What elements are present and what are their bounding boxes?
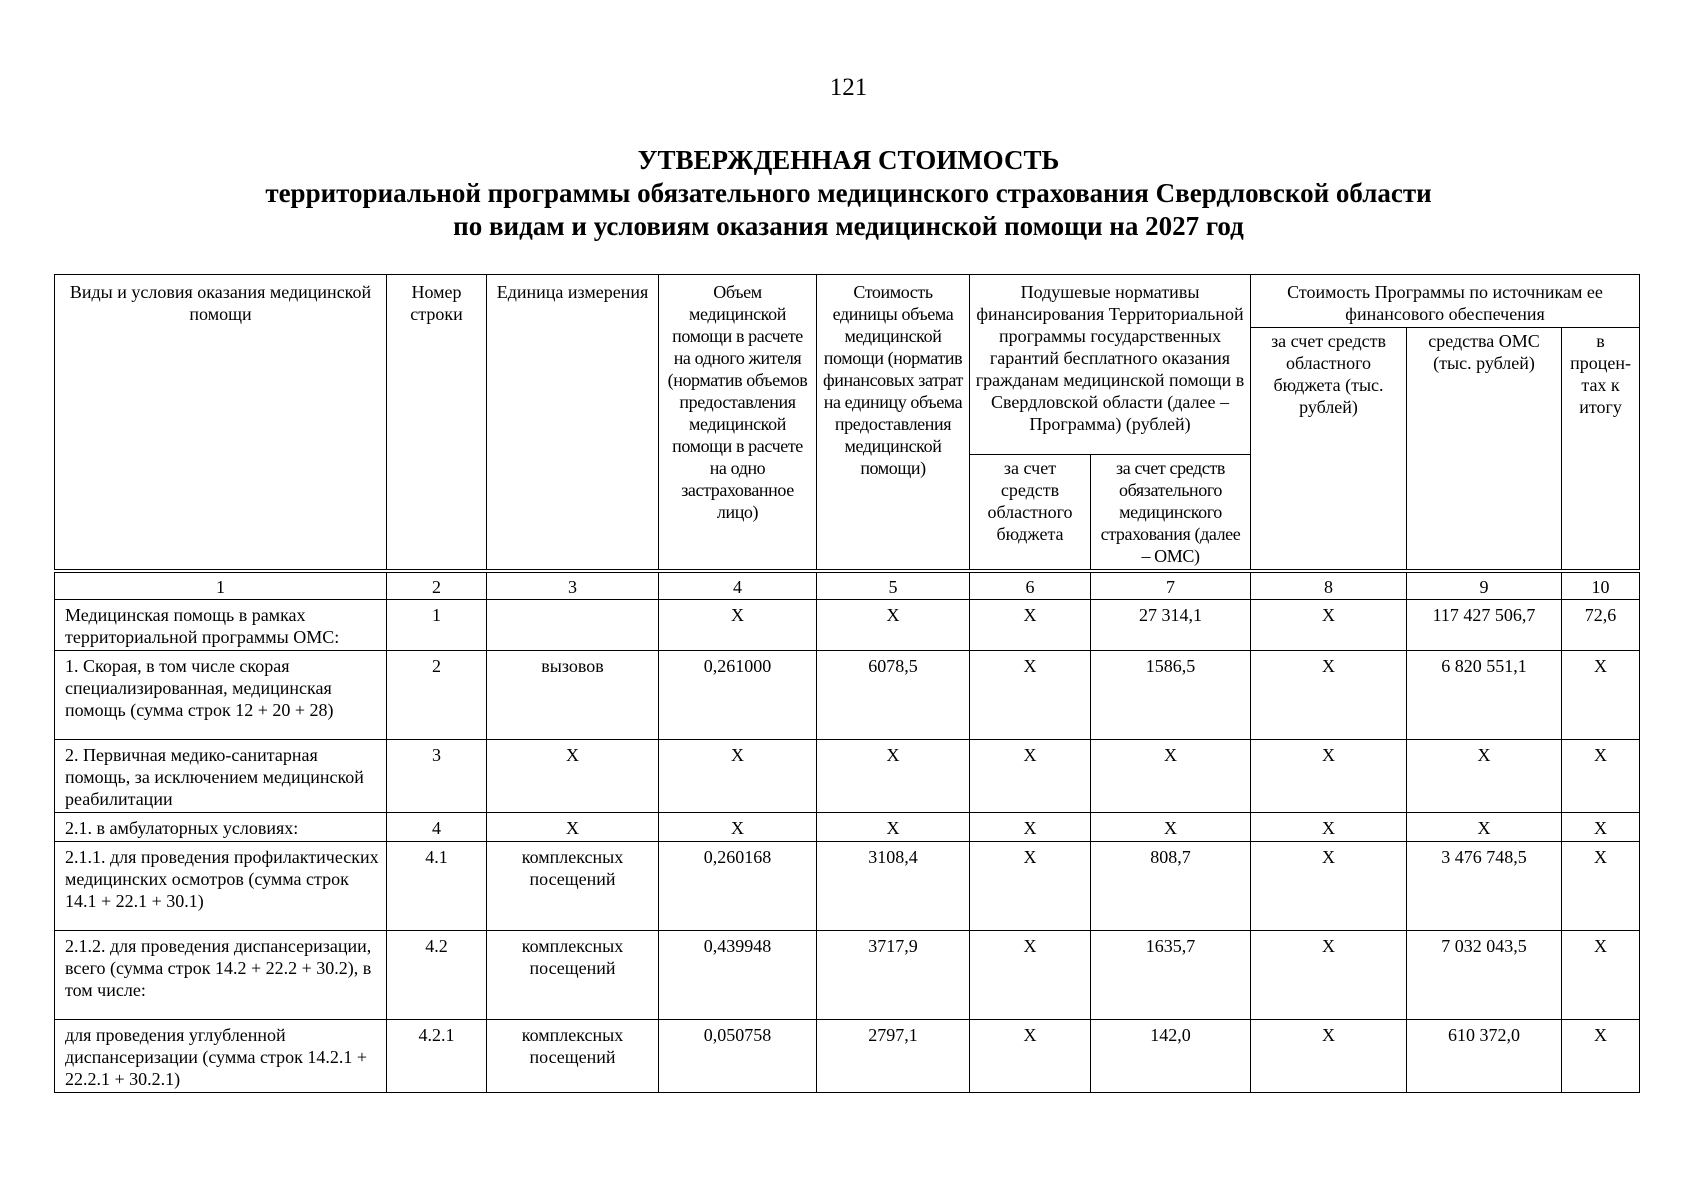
row-regional-total: Х	[1251, 1020, 1407, 1093]
row-regional-total: Х	[1251, 651, 1407, 740]
row-regional-total: Х	[1251, 740, 1407, 813]
row-regional: Х	[970, 740, 1091, 813]
row-oms: 27 314,1	[1091, 600, 1251, 651]
row-line: 2	[387, 651, 487, 740]
column-number: 4	[659, 571, 817, 600]
row-unit: комплексных посещений	[487, 931, 659, 1020]
row-volume: 0,050758	[659, 1020, 817, 1093]
row-unit-cost: Х	[817, 813, 970, 842]
column-number: 8	[1251, 571, 1407, 600]
row-unit: комплексных посещений	[487, 1020, 659, 1093]
row-oms: 142,0	[1091, 1020, 1251, 1093]
row-oms: Х	[1091, 740, 1251, 813]
table-row	[55, 651, 1640, 740]
row-regional: Х	[970, 931, 1091, 1020]
row-oms-total: 6 820 551,1	[1407, 651, 1562, 740]
row-unit-cost: Х	[817, 740, 970, 813]
table-row	[55, 740, 1640, 813]
row-oms-total: 7 032 043,5	[1407, 931, 1562, 1020]
row-regional-total: Х	[1251, 931, 1407, 1020]
row-oms: 1586,5	[1091, 651, 1251, 740]
row-line: 3	[387, 740, 487, 813]
row-name: 2. Первичная медико-санитарная помощь, за исключением медицинской реабилитации	[55, 740, 387, 813]
page-number: 121	[829, 74, 868, 101]
row-oms-total: 3 476 748,5	[1407, 842, 1562, 931]
document-title	[0, 144, 1697, 243]
row-volume: Х	[659, 600, 817, 651]
row-name: 2.1. в амбулаторных условиях:	[55, 813, 387, 842]
row-name: Медицинская помощь в рамках территориальной программы ОМС:	[55, 600, 387, 651]
row-volume: Х	[659, 740, 817, 813]
row-regional-total: Х	[1251, 813, 1407, 842]
column-number: 3	[487, 571, 659, 600]
table-body	[55, 600, 1640, 1093]
row-oms-total: Х	[1407, 740, 1562, 813]
row-unit-cost: 3108,4	[817, 842, 970, 931]
header-sources-group: Стоимость Программы по источникам ее финансового обеспечения	[1251, 275, 1640, 328]
column-number: 2	[387, 571, 487, 600]
row-regional: Х	[970, 600, 1091, 651]
header-kinds-of-care: Виды и условия оказания медицинской помощи	[55, 275, 387, 572]
row-unit-cost: 3717,9	[817, 931, 970, 1020]
row-regional: Х	[970, 651, 1091, 740]
row-oms-total: Х	[1407, 813, 1562, 842]
row-unit	[487, 600, 659, 651]
row-unit-cost: Х	[817, 600, 970, 651]
row-oms-total: 117 427 506,7	[1407, 600, 1562, 651]
header-regional-budget: за счет средств областного бюджета	[970, 455, 1091, 572]
column-number: 9	[1407, 571, 1562, 600]
row-name: 2.1.2. для проведения диспансеризации, всего (сумма строк 14.2 + 22.2 + 30.2), в том числе:	[55, 931, 387, 1020]
row-unit: вызовов	[487, 651, 659, 740]
row-line: 4.2.1	[387, 1020, 487, 1093]
row-oms: 808,7	[1091, 842, 1251, 931]
column-number-row	[55, 571, 1640, 600]
row-percent: Х	[1562, 1020, 1640, 1093]
column-number: 10	[1562, 571, 1640, 600]
row-name: для проведения углубленной диспансеризации (сумма строк 14.2.1 + 22.2.1 + 30.2.1)	[55, 1020, 387, 1093]
table-row	[55, 842, 1640, 931]
column-number: 1	[55, 571, 387, 600]
header-line-number: Номер строки	[387, 275, 487, 572]
column-number: 5	[817, 571, 970, 600]
row-volume: 0,261000	[659, 651, 817, 740]
header-percent: в процен-тах к итогу	[1562, 328, 1640, 572]
row-unit: Х	[487, 740, 659, 813]
row-percent: Х	[1562, 842, 1640, 931]
column-number: 6	[970, 571, 1091, 600]
row-volume: 0,439948	[659, 931, 817, 1020]
row-volume: 0,260168	[659, 842, 817, 931]
row-percent: Х	[1562, 931, 1640, 1020]
row-regional: Х	[970, 813, 1091, 842]
title-line-3: по видам и условиям оказания медицинской помощи на 2027 год	[453, 211, 1244, 241]
row-name: 2.1.1. для проведения профилактических медицинских осмотров (сумма строк 14.1 + 22.1 + 30.1)	[55, 842, 387, 931]
table-row	[55, 1020, 1640, 1093]
header-oms-total: средства ОМС (тыс. рублей)	[1407, 328, 1562, 572]
row-oms: Х	[1091, 813, 1251, 842]
cost-table	[54, 274, 1640, 1093]
row-unit-cost: 6078,5	[817, 651, 970, 740]
row-unit: Х	[487, 813, 659, 842]
header-unit-cost: Стоимость единицы объема медицинской помощи (норматив финансовых затрат на единицу объема предоставления медицинской помощи)	[817, 275, 970, 572]
row-unit-cost: 2797,1	[817, 1020, 970, 1093]
header-regional-budget-total: за счет средств областного бюджета (тыс. рублей)	[1251, 328, 1407, 572]
row-line: 1	[387, 600, 487, 651]
row-volume: Х	[659, 813, 817, 842]
title-line-2: территориальной программы обязательного медицинского страхования Свердловской области	[265, 178, 1432, 208]
row-unit: комплексных посещений	[487, 842, 659, 931]
row-regional-total: Х	[1251, 600, 1407, 651]
row-regional: Х	[970, 842, 1091, 931]
header-per-capita-group: Подушевые нормативы финансирования Территориальной программы государственных гарантий бесплатного оказания гражданам медицинской помощи в Свердловской области (далее – Программа) (рублей)	[970, 275, 1251, 455]
row-percent: Х	[1562, 813, 1640, 842]
table-row	[55, 931, 1640, 1020]
table-header	[55, 275, 1640, 600]
row-oms-total: 610 372,0	[1407, 1020, 1562, 1093]
header-volume: Объем медицинской помощи в расчете на одного жителя (норматив объемов предоставления медицинской помощи в расчете на одно застрахованное лицо)	[659, 275, 817, 572]
title-line-1: УТВЕРЖДЕННАЯ СТОИМОСТЬ	[637, 145, 1060, 175]
row-percent: 72,6	[1562, 600, 1640, 651]
column-number: 7	[1091, 571, 1251, 600]
row-regional-total: Х	[1251, 842, 1407, 931]
row-line: 4	[387, 813, 487, 842]
row-name: 1. Скорая, в том числе скорая специализированная, медицинская помощь (сумма строк 12 + 20 + 28)	[55, 651, 387, 740]
row-percent: Х	[1562, 740, 1640, 813]
row-regional: Х	[970, 1020, 1091, 1093]
header-oms: за счет средств обязательного медицинского страхования (далее – ОМС)	[1091, 455, 1251, 572]
table-row	[55, 813, 1640, 842]
row-percent: Х	[1562, 651, 1640, 740]
table-row	[55, 600, 1640, 651]
header-unit: Единица измерения	[487, 275, 659, 572]
row-oms: 1635,7	[1091, 931, 1251, 1020]
row-line: 4.1	[387, 842, 487, 931]
row-line: 4.2	[387, 931, 487, 1020]
